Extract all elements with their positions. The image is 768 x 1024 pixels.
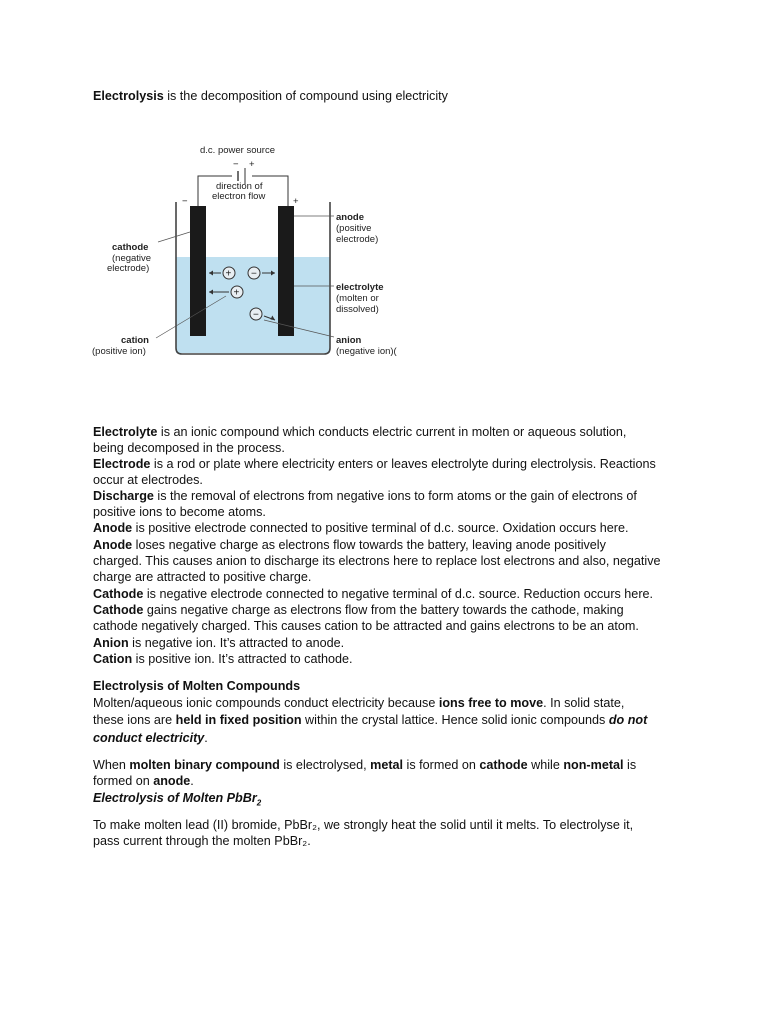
def-electrode-line2: occur at electrodes. [93, 473, 203, 487]
svg-text:+: + [233, 287, 240, 299]
battery-plus-label: + [249, 159, 255, 170]
electrolyte-sub-1: (molten or [336, 293, 379, 304]
flow-label-2: electron flow [212, 191, 266, 202]
svg-text:+: + [225, 268, 232, 280]
def-electrolyte-line1: Electrolyte is an ionic compound which conducts electric current in molten or aqueous solution, [93, 425, 627, 439]
intro-line: Electrolysis is the decomposition of compound using electricity [93, 89, 448, 103]
cathode-sub-2: electrode) [107, 263, 150, 274]
def-anode-line: Anode is positive electrode connected to positive terminal of d.c. source. Oxidation occurs here. [93, 521, 629, 535]
anion-sub: (negative ion)( [336, 346, 397, 357]
anode-rod [278, 206, 294, 336]
molten-p2-line1: When molten binary compound is electrolysed, metal is formed on cathode while non-metal is [93, 758, 637, 772]
flow-label-1: direction of [216, 181, 263, 192]
def-cathode2-line2: cathode negatively charged. This causes cation to be attracted and gains electrons to be an atom. [93, 619, 639, 633]
cathode-label: cathode [112, 242, 149, 253]
def-cathode-line: Cathode is negative electrode connected to negative terminal of d.c. source. Reduction occurs here. [93, 587, 654, 601]
power-source-label: d.c. power source [200, 145, 275, 156]
electrolysis-diagram [88, 140, 418, 365]
pbbr2-p-line2: pass current through the molten PbBr₂. [93, 834, 311, 848]
electrolyte-sub-2: dissolved) [336, 304, 379, 315]
def-discharge-line1: Discharge is the removal of electrons from negative ions to form atoms or the gain of electrons of [93, 489, 637, 503]
molten-p1-line1: Molten/aqueous ionic compounds conduct electricity because ions free to move. In solid state, [93, 696, 625, 710]
molten-p1-line3: conduct electricity. [93, 731, 208, 745]
anode-label: anode [336, 212, 364, 223]
anode-plus-sign: + [293, 196, 299, 207]
svg-text:−: − [253, 309, 259, 321]
anion-label: anion [336, 335, 362, 346]
svg-text:−: − [251, 268, 257, 280]
battery-minus-label: − [233, 159, 239, 170]
electrolyte-label: electrolyte [336, 282, 384, 293]
def-anion-line: Anion is negative ion. It’s attracted to anode. [93, 636, 345, 650]
def-anode2-line3: charge are attracted to positive charge. [93, 570, 312, 584]
def-discharge-line2: positive ions to become atoms. [93, 505, 266, 519]
cathode-sub-1: (negative [112, 253, 152, 264]
def-anode2-line1: Anode loses negative charge as electrons flow towards the battery, leaving anode positively [93, 538, 606, 552]
section-heading-molten: Electrolysis of Molten Compounds [93, 679, 301, 693]
anode-sub-2: electrode) [336, 234, 379, 245]
cathode-minus-sign: − [182, 196, 188, 207]
def-cathode2-line1: Cathode gains negative charge as electrons flow from the battery towards the cathode, making [93, 603, 624, 617]
molten-p1-line2: these ions are held in fixed position within the crystal lattice. Hence solid ionic compounds do not [93, 713, 648, 727]
def-anode2-line2: charged. This causes anion to discharge its electrons here to replace lost electrons and also, negative [93, 554, 661, 568]
cation-sub: (positive ion) [92, 346, 146, 357]
anode-sub-1: (positive [336, 223, 372, 234]
cation-label: cation [121, 335, 149, 346]
def-electrode-line1: Electrode is a rod or plate where electricity enters or leaves electrolyte during electrolysis. Reactions [93, 457, 656, 471]
def-cation-line: Cation is positive ion. It’s attracted to cathode. [93, 652, 353, 666]
molten-p2-line2: formed on anode. [93, 774, 194, 788]
subheading-pbbr2: Electrolysis of Molten PbBr$_2$ [93, 791, 262, 808]
def-electrolyte-line2: being decomposed in the process. [93, 441, 285, 455]
pbbr2-p-line1: To make molten lead (II) bromide, PbBr₂, we strongly heat the solid until it melts. To electrolyse it, [93, 818, 634, 832]
